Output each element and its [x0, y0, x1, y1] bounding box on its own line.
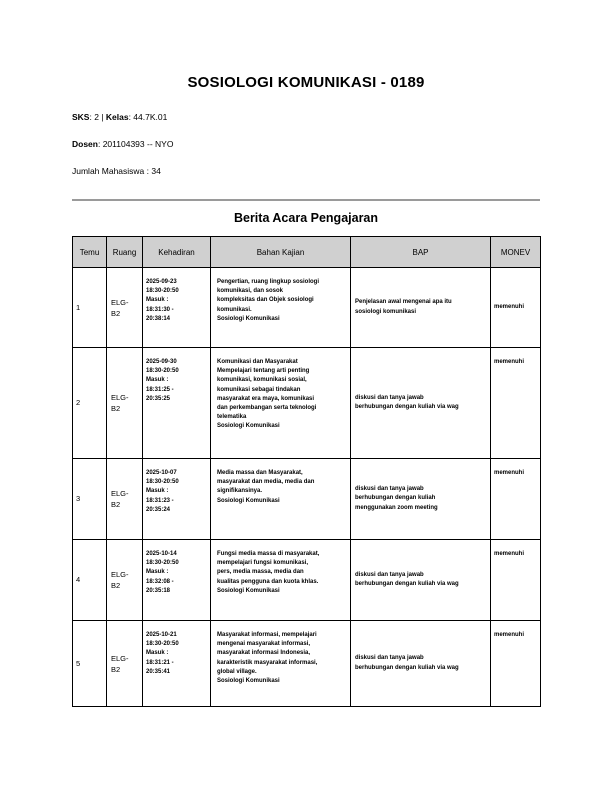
bahan-kajian-line: telematika	[217, 414, 247, 421]
course-jumlah-mahasiswa: Jumlah Mahasiswa : 34	[72, 166, 161, 176]
header-bap: BAP	[351, 237, 491, 268]
table-row	[73, 348, 541, 459]
bap-line: berhubungan dengan kuliah via wag	[355, 581, 459, 587]
sks-label: SKS	[72, 112, 90, 122]
bahan-kajian-line: karakteristik masyarakat informasi,	[217, 659, 318, 666]
divider	[72, 199, 540, 201]
bahan-kajian-cell	[211, 348, 351, 459]
bahan-kajian-line: komunikasi sebagai tindakan	[217, 386, 301, 393]
kehadiran-line: 20:35:41	[146, 668, 171, 675]
bahan-kajian-line: masyarakat dan media, media dan	[217, 479, 315, 486]
ruang-cell	[107, 348, 143, 459]
bap-cell	[351, 540, 491, 621]
kehadiran-line: 18:30-20:50	[146, 479, 179, 486]
header-ruang: Ruang	[107, 237, 143, 268]
bap-line: sosiologi komunikasi	[355, 308, 417, 315]
bahan-kajian-cell	[211, 540, 351, 621]
bahan-kajian-line: mengenai masyarakat informasi,	[217, 641, 311, 648]
bap-cell	[351, 268, 491, 348]
kehadiran-line: 2025-10-21	[146, 632, 177, 638]
dosen-value: : 201104393 -- NYO	[97, 139, 174, 149]
kehadiran-line: Masuk :	[146, 297, 169, 304]
bap-line: diskusi dan tanya jawab	[355, 486, 424, 493]
bahan-kajian-line: kualitas pengguna dan kuota khlas.	[217, 578, 319, 585]
bahan-kajian-line: mempelajari fungsi komunikasi,	[217, 560, 309, 567]
bahan-kajian-line: signifikansinya.	[217, 488, 263, 495]
kehadiran-line: 2025-10-14	[146, 551, 177, 557]
kehadiran-line: 18:31:25 -	[146, 386, 174, 393]
bahan-kajian-line: Mempelajari tentang arti penting	[217, 368, 310, 375]
ruang-cell	[107, 268, 143, 348]
bap-line: diskusi dan tanya jawab	[355, 394, 424, 401]
kehadiran-cell	[143, 348, 211, 459]
kehadiran-line: 2025-09-23	[146, 279, 177, 285]
bap-cell	[351, 621, 491, 707]
kehadiran-cell	[143, 540, 211, 621]
bahan-kajian-line: komunikasi, komunikasi sosial,	[217, 377, 307, 384]
header-monev: MONEV	[491, 237, 541, 268]
bahan-kajian-cell	[211, 268, 351, 348]
kehadiran-line: Masuk :	[146, 488, 169, 495]
kehadiran-line: 20:35:18	[146, 587, 171, 594]
course-dosen	[72, 139, 173, 149]
header-bahan-kajian: Bahan Kajian	[211, 237, 351, 268]
bap-cell	[351, 348, 491, 459]
header-kehadiran: Kehadiran	[143, 237, 211, 268]
kehadiran-line: Masuk :	[146, 377, 169, 384]
bahan-kajian-line: Masyarakat informasi, mempelajari	[217, 632, 317, 638]
header-temu: Temu	[73, 237, 107, 268]
ruang-line: ELG-	[111, 653, 129, 663]
ruang-line: ELG-	[111, 297, 129, 307]
monev-cell: memenuhi	[491, 621, 541, 707]
bahan-kajian-line: komunikasi.	[217, 306, 252, 313]
kehadiran-cell	[143, 621, 211, 707]
bap-line: diskusi dan tanya jawab	[355, 571, 424, 578]
kehadiran-line: 20:35:25	[146, 395, 171, 402]
kehadiran-line: Masuk :	[146, 650, 169, 657]
bap-line: berhubungan dengan kuliah	[355, 495, 436, 502]
ruang-line: B2	[111, 308, 121, 318]
bap-line: berhubungan dengan kuliah via wag	[355, 404, 459, 410]
kehadiran-line: 18:31:23 -	[146, 497, 174, 504]
kehadiran-cell	[143, 459, 211, 540]
bap-line: Penjelasan awal mengenai apa itu	[355, 299, 452, 306]
table-header-row	[73, 237, 541, 268]
bahan-kajian-line: global village.	[217, 668, 257, 675]
kehadiran-line: 18:30-20:50	[146, 288, 179, 295]
attendance-table	[72, 236, 541, 707]
bahan-kajian-line: Sosiologi Komunikasi	[217, 497, 280, 504]
bahan-kajian-cell	[211, 621, 351, 707]
bahan-kajian-line: masyarakat informasi Indonesia,	[217, 650, 311, 657]
bap-cell	[351, 459, 491, 540]
monev-cell: memenuhi	[491, 459, 541, 540]
bahan-kajian-line: Pengertian, ruang lingkup sosiologi	[217, 279, 320, 285]
bap-line: diskusi dan tanya jawab	[355, 655, 424, 662]
bahan-kajian-line: masyarakat era maya, komunikasi	[217, 395, 315, 402]
kehadiran-cell	[143, 268, 211, 348]
temu-cell: 1	[73, 268, 107, 348]
table-row	[73, 540, 541, 621]
temu-cell: 2	[73, 348, 107, 459]
kehadiran-line: 2025-09-30	[146, 359, 177, 365]
ruang-line: B2	[111, 500, 121, 509]
temu-cell: 5	[73, 621, 107, 707]
temu-cell: 4	[73, 540, 107, 621]
ruang-line: ELG-	[111, 570, 129, 579]
kehadiran-line: 2025-10-07	[146, 470, 177, 476]
report-subtitle: Berita Acara Pengajaran	[233, 211, 379, 225]
course-sks-kelas	[72, 112, 167, 122]
bahan-kajian-line: pers, media massa, media dan	[217, 569, 304, 576]
temu-cell: 3	[73, 459, 107, 540]
table-row	[73, 459, 541, 540]
monev-cell: memenuhi	[491, 348, 541, 459]
table-row	[73, 621, 541, 707]
kehadiran-line: 18:31:30 -	[146, 306, 174, 313]
ruang-cell	[107, 459, 143, 540]
kehadiran-line: Masuk :	[146, 569, 169, 576]
kehadiran-line: 18:30-20:50	[146, 368, 179, 375]
sks-value: : 2 |	[89, 112, 104, 122]
bap-line: berhubungan dengan kuliah via wag	[355, 664, 459, 671]
course-title: SOSIOLOGI KOMUNIKASI - 0189	[187, 74, 425, 91]
ruang-line: B2	[111, 664, 121, 674]
monev-cell: memenuhi	[491, 540, 541, 621]
kehadiran-line: 18:30-20:50	[146, 641, 179, 648]
bahan-kajian-line: Sosiologi Komunikasi	[217, 587, 280, 594]
table-row	[73, 268, 541, 348]
bahan-kajian-line: Fungsi media massa di masyarakat,	[217, 551, 320, 557]
ruang-line: B2	[111, 404, 121, 413]
bahan-kajian-line: Sosiologi Komunikasi	[217, 678, 280, 685]
bahan-kajian-line: Sosiologi Komunikasi	[217, 423, 280, 430]
kehadiran-line: 18:32:08 -	[146, 578, 174, 585]
bap-line: menggunakan zoom meeting	[355, 504, 438, 511]
monev-cell: memenuhi	[491, 268, 541, 348]
kelas-label: Kelas	[105, 112, 129, 122]
kelas-value: : 44.7K.01	[128, 112, 168, 122]
ruang-line: B2	[111, 581, 121, 590]
bahan-kajian-line: Sosiologi Komunikasi	[217, 315, 280, 322]
kehadiran-line: 20:35:24	[146, 506, 171, 513]
bahan-kajian-line: Media massa dan Masyarakat,	[217, 470, 303, 476]
dosen-label: Dosen	[72, 139, 98, 149]
bahan-kajian-line: kompleksitas dan Objek sosiologi	[217, 297, 314, 304]
kehadiran-line: 18:31:21 -	[146, 659, 174, 666]
bahan-kajian-line: Komunikasi dan Masyarakat	[217, 359, 298, 365]
bahan-kajian-line: dan perkembangan serta teknologi	[217, 405, 317, 412]
kehadiran-line: 20:38:14	[146, 315, 171, 322]
ruang-cell	[107, 621, 143, 707]
bahan-kajian-cell	[211, 459, 351, 540]
bahan-kajian-line: komunikasi, dan sosok	[217, 288, 284, 295]
ruang-line: ELG-	[111, 489, 129, 498]
ruang-cell	[107, 540, 143, 621]
ruang-line: ELG-	[111, 393, 129, 402]
kehadiran-line: 18:30-20:50	[146, 560, 179, 567]
